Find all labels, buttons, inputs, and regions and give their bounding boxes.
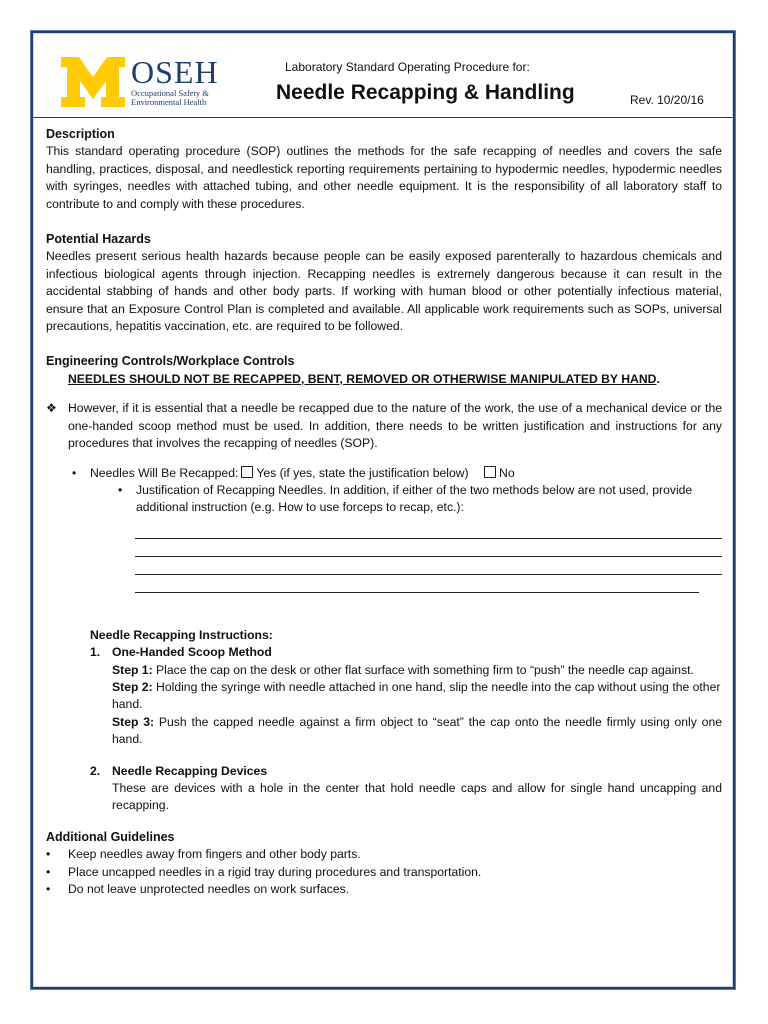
justification-line[interactable] bbox=[135, 575, 699, 593]
bullet-icon: • bbox=[46, 864, 51, 879]
step3-text: Push the capped needle against a firm object to “seat” the cap onto the needle firmly using only one hand. bbox=[112, 714, 722, 747]
diamond-text: However, if it is essential that a needle be recapped due to the nature of the work, the use of a mechanical device or the one-handed scoop method must be used. In addition, there needs to be written justification and instructions for any procedures that involves the recapping of needles (SOP). bbox=[68, 401, 722, 451]
bullet-icon: • bbox=[72, 465, 77, 480]
step2-text: Holding the syringe with needle attached in one hand, slip the needle into the cap without using the other hand. bbox=[112, 679, 721, 712]
sop-label: Laboratory Standard Operating Procedure for: bbox=[285, 60, 530, 74]
hazards-text: Needles present serious health hazards because people can be easily exposed parenterally to hazardous chemicals and infectious biological agents through injection. Recapping needles is extremely dangerous because it can result in the accidental stabbing of hands and other body parts. If working with human blood or other potentially infectious material, ensure that an Exposure Control Plan is completed and available. All applicable work requirements such as SOPs, universal precautions, hepatitis vaccination, etc. are required to be followed. bbox=[46, 249, 722, 334]
method1-number: 1. bbox=[90, 645, 101, 660]
diamond-item bbox=[46, 400, 722, 452]
justification-line[interactable] bbox=[135, 557, 722, 575]
guideline-text: Place uncapped needles in a rigid tray during procedures and transportation. bbox=[68, 864, 482, 879]
guideline-text: Keep needles away from fingers and other body parts. bbox=[68, 847, 361, 862]
yes-label: Yes (if yes, state the justification below) bbox=[256, 465, 469, 480]
document-header bbox=[33, 33, 733, 118]
guideline-text: Do not leave unprotected needles on work surfaces. bbox=[68, 882, 350, 896]
instructions-heading: Needle Recapping Instructions: bbox=[90, 627, 273, 642]
page-title: Needle Recapping & Handling bbox=[276, 81, 575, 104]
bullet-icon: • bbox=[46, 882, 51, 896]
instructions-section bbox=[46, 627, 722, 815]
recap-question bbox=[46, 465, 722, 482]
step1-text: Place the cap on the desk or other flat surface with something firm to “push” the needle cap against. bbox=[152, 662, 694, 677]
justification-lines[interactable] bbox=[135, 521, 722, 593]
method2-title: Needle Recapping Devices bbox=[112, 763, 268, 778]
oseh-logo bbox=[131, 54, 281, 107]
justification-text: Justification of Recapping Needles. In addition, if either of the two methods below are not used, provide additional instruction (e.g. How to use forceps to recap, etc.): bbox=[136, 482, 693, 515]
method-2 bbox=[90, 763, 722, 780]
hazards-heading: Potential Hazards bbox=[46, 232, 151, 247]
controls-warning-row bbox=[46, 371, 722, 388]
step1-label: Step 1: bbox=[112, 662, 153, 677]
bullet-icon: • bbox=[46, 847, 51, 862]
diamond-bullet-icon: ❖ bbox=[46, 401, 57, 416]
no-label: No bbox=[499, 465, 515, 480]
method-1 bbox=[90, 644, 722, 661]
method2-text: These are devices with a hole in the center that hold needle caps and allow for single hand uncapping and recapping. bbox=[112, 780, 722, 813]
revision-date: Rev. 10/20/16 bbox=[630, 93, 704, 107]
method1-steps bbox=[90, 662, 722, 749]
oseh-line2: Environmental Health bbox=[131, 97, 207, 107]
warning-period: . bbox=[656, 371, 660, 386]
justification-line[interactable] bbox=[135, 521, 722, 539]
controls-warning: NEEDLES SHOULD NOT BE RECAPPED, BENT, REMOVED OR OTHERWISE MANIPULATED BY HAND bbox=[68, 371, 657, 386]
guidelines-heading: Additional Guidelines bbox=[46, 829, 175, 844]
yes-checkbox[interactable] bbox=[241, 466, 253, 478]
step3-label: Step 3: bbox=[112, 714, 155, 729]
recap-label: Needles Will Be Recapped: bbox=[90, 465, 239, 480]
step2-label: Step 2: bbox=[112, 679, 153, 694]
guideline-item bbox=[46, 846, 722, 863]
description-text: This standard operating procedure (SOP) outlines the methods for the safe recapping of needles and covers the safe handling, practices, disposal, and needlestick reporting requirements pertaining to hypodermic needles, hypodermic needles with syringes, needles with attached tubing, and other needle equipment. It is the responsibility of all laboratory staff to contribute to and comply with these procedures. bbox=[46, 144, 722, 211]
oseh-abbrev: OSEH bbox=[131, 54, 219, 90]
guideline-item bbox=[46, 864, 722, 881]
oseh-line1: Occupational Safety & bbox=[131, 88, 209, 98]
bullet-icon: • bbox=[118, 482, 123, 497]
controls-heading: Engineering Controls/Workplace Controls bbox=[46, 354, 295, 369]
document-body bbox=[46, 126, 722, 898]
guideline-item bbox=[46, 881, 722, 898]
justification-line[interactable] bbox=[135, 539, 722, 557]
university-m-logo bbox=[61, 57, 125, 107]
method1-title: One-Handed Scoop Method bbox=[112, 645, 272, 660]
method2-number: 2. bbox=[90, 763, 101, 778]
no-checkbox[interactable] bbox=[484, 466, 496, 478]
description-heading: Description bbox=[46, 127, 115, 141]
justification-item bbox=[46, 482, 722, 517]
